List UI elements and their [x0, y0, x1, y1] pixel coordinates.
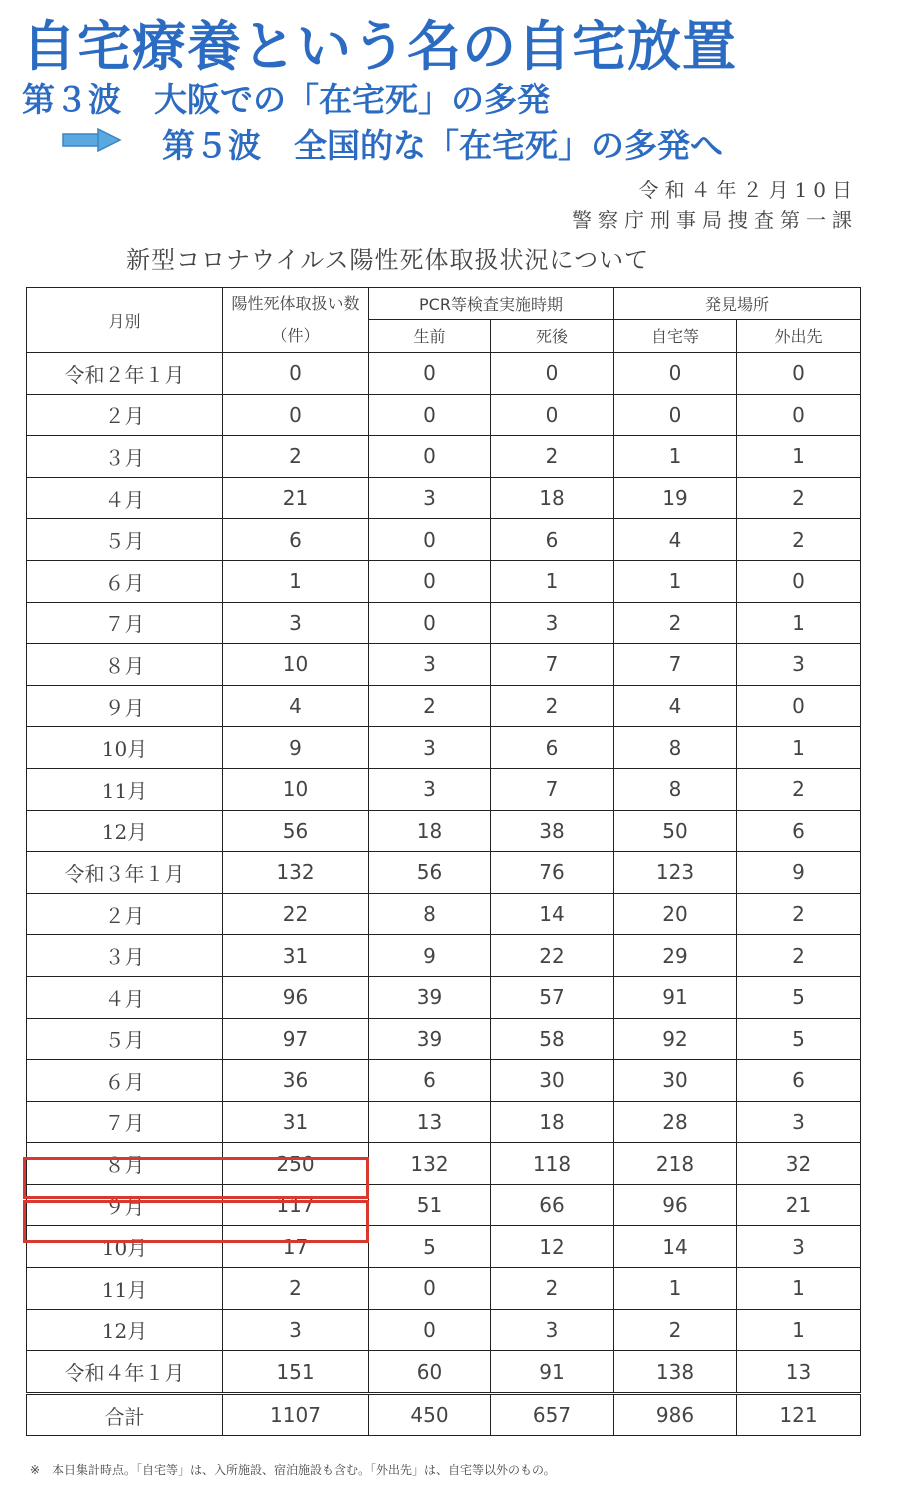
table-row — [27, 727, 861, 769]
cell-before: 13 — [369, 1101, 491, 1143]
cell-month: ７月 — [27, 1101, 223, 1143]
cell-home: 92 — [614, 1018, 737, 1060]
cell-after: 2 — [491, 1268, 614, 1310]
cell-outside: 2 — [737, 519, 861, 561]
cell-before: 132 — [369, 1143, 491, 1185]
cell-count: 250 — [223, 1143, 369, 1185]
cell-month: 12月 — [27, 1309, 223, 1351]
cell-count: 0 — [223, 394, 369, 436]
cell-home: 19 — [614, 477, 737, 519]
cell-before: 0 — [369, 560, 491, 602]
cell-month: 令和２年１月 — [27, 353, 223, 395]
cell-month: ５月 — [27, 1018, 223, 1060]
table-row — [27, 685, 861, 727]
cell-month: ３月 — [27, 436, 223, 478]
table-row — [27, 1101, 861, 1143]
cell-after: 1 — [491, 560, 614, 602]
cell-home: 1 — [614, 560, 737, 602]
table-row — [27, 893, 861, 935]
cell-home: 28 — [614, 1101, 737, 1143]
cell-month: ６月 — [27, 560, 223, 602]
cell-before: 8 — [369, 893, 491, 935]
cell-outside: 1 — [737, 436, 861, 478]
cell-month: ４月 — [27, 477, 223, 519]
cell-before: 9 — [369, 935, 491, 977]
cell-after: 0 — [491, 353, 614, 395]
cell-count: 56 — [223, 810, 369, 852]
cell-before: 39 — [369, 976, 491, 1018]
cell-month: 10月 — [27, 727, 223, 769]
cell-count: 17 — [223, 1226, 369, 1268]
cell-count: 97 — [223, 1018, 369, 1060]
cell-before: 60 — [369, 1351, 491, 1394]
cell-outside: 3 — [737, 644, 861, 686]
cell-month: ９月 — [27, 685, 223, 727]
cell-outside: 32 — [737, 1143, 861, 1185]
cell-count: 2 — [223, 1268, 369, 1310]
cell-home: 0 — [614, 353, 737, 395]
cell-after: 6 — [491, 519, 614, 561]
cell-outside: 5 — [737, 976, 861, 1018]
cell-before: 5 — [369, 1226, 491, 1268]
subtitle-fifth-wave: 第５波 全国的な「在宅死」の多発へ — [162, 126, 723, 165]
cell-month: 令和３年１月 — [27, 852, 223, 894]
header-place-group: 発見場所 — [614, 288, 861, 320]
cell-outside: 0 — [737, 353, 861, 395]
cell-before: 0 — [369, 394, 491, 436]
table-row — [27, 1268, 861, 1310]
cell-month: 10月 — [27, 1226, 223, 1268]
cell-after: 66 — [491, 1184, 614, 1226]
table-row — [27, 852, 861, 894]
cell-after: 6 — [491, 727, 614, 769]
cell-month: 合計 — [27, 1393, 223, 1436]
cell-before: 0 — [369, 1268, 491, 1310]
cell-home: 1 — [614, 436, 737, 478]
cell-before: 0 — [369, 602, 491, 644]
header-count: 陽性死体取扱い数（件） — [223, 288, 369, 353]
cell-count: 22 — [223, 893, 369, 935]
cell-outside: 5 — [737, 1018, 861, 1060]
cell-after: 7 — [491, 768, 614, 810]
header-pcr-group: PCR等検査実施時期 — [369, 288, 614, 320]
cell-after: 57 — [491, 976, 614, 1018]
cell-before: 56 — [369, 852, 491, 894]
cell-before: 3 — [369, 768, 491, 810]
cell-count: 10 — [223, 768, 369, 810]
cell-after: 3 — [491, 602, 614, 644]
cell-home: 2 — [614, 1309, 737, 1351]
table-row — [27, 644, 861, 686]
cell-home: 96 — [614, 1184, 737, 1226]
cell-before: 18 — [369, 810, 491, 852]
highlight-box-august — [23, 1157, 369, 1199]
main-title: 自宅療養という名の自宅放置 — [22, 15, 737, 78]
cell-after: 0 — [491, 394, 614, 436]
cell-month: ２月 — [27, 893, 223, 935]
cell-outside: 1 — [737, 1309, 861, 1351]
cell-after: 18 — [491, 477, 614, 519]
cell-home: 20 — [614, 893, 737, 935]
header-outside: 外出先 — [737, 319, 861, 352]
cell-count: 1107 — [223, 1393, 369, 1436]
cell-month: ８月 — [27, 1143, 223, 1185]
cell-before: 450 — [369, 1393, 491, 1436]
cell-month: 11月 — [27, 1268, 223, 1310]
cell-outside: 2 — [737, 768, 861, 810]
table-row — [27, 935, 861, 977]
cell-count: 151 — [223, 1351, 369, 1394]
table-row — [27, 1060, 861, 1102]
cell-count: 21 — [223, 477, 369, 519]
table-row — [27, 394, 861, 436]
cell-outside: 3 — [737, 1226, 861, 1268]
cell-count: 31 — [223, 935, 369, 977]
cell-month: 11月 — [27, 768, 223, 810]
table-row — [27, 519, 861, 561]
table-row — [27, 477, 861, 519]
table-row — [27, 436, 861, 478]
cell-outside: 6 — [737, 810, 861, 852]
cell-count: 3 — [223, 1309, 369, 1351]
header-before: 生前 — [369, 319, 491, 352]
document-date: 令和４年２月10日 — [638, 178, 858, 202]
cell-after: 657 — [491, 1393, 614, 1436]
cell-before: 6 — [369, 1060, 491, 1102]
cell-after: 7 — [491, 644, 614, 686]
cell-home: 0 — [614, 394, 737, 436]
cell-outside: 6 — [737, 1060, 861, 1102]
cell-home: 986 — [614, 1393, 737, 1436]
death-statistics-table — [26, 287, 861, 1436]
cell-home: 8 — [614, 727, 737, 769]
cell-before: 3 — [369, 477, 491, 519]
cell-outside: 0 — [737, 394, 861, 436]
cell-month: ６月 — [27, 1060, 223, 1102]
cell-outside: 1 — [737, 602, 861, 644]
cell-outside: 2 — [737, 935, 861, 977]
cell-before: 39 — [369, 1018, 491, 1060]
cell-count: 117 — [223, 1184, 369, 1226]
header-month: 月別 — [27, 288, 223, 353]
cell-before: 51 — [369, 1184, 491, 1226]
cell-before: 2 — [369, 685, 491, 727]
cell-home: 7 — [614, 644, 737, 686]
table-header-row — [27, 288, 861, 320]
cell-home: 4 — [614, 519, 737, 561]
table-row — [27, 602, 861, 644]
cell-count: 36 — [223, 1060, 369, 1102]
cell-outside: 121 — [737, 1393, 861, 1436]
cell-after: 38 — [491, 810, 614, 852]
cell-before: 0 — [369, 436, 491, 478]
cell-month: ７月 — [27, 602, 223, 644]
cell-after: 58 — [491, 1018, 614, 1060]
cell-count: 31 — [223, 1101, 369, 1143]
cell-home: 218 — [614, 1143, 737, 1185]
cell-after: 3 — [491, 1309, 614, 1351]
cell-month: ５月 — [27, 519, 223, 561]
cell-after: 14 — [491, 893, 614, 935]
cell-month: ３月 — [27, 935, 223, 977]
cell-after: 12 — [491, 1226, 614, 1268]
cell-month: ４月 — [27, 976, 223, 1018]
cell-month: ２月 — [27, 394, 223, 436]
right-arrow-icon — [62, 128, 122, 152]
table-total-row — [27, 1393, 861, 1436]
cell-count: 4 — [223, 685, 369, 727]
cell-outside: 0 — [737, 685, 861, 727]
cell-before: 0 — [369, 519, 491, 561]
cell-outside: 21 — [737, 1184, 861, 1226]
cell-home: 4 — [614, 685, 737, 727]
header-home: 自宅等 — [614, 319, 737, 352]
cell-outside: 3 — [737, 1101, 861, 1143]
highlight-box-september — [23, 1200, 369, 1243]
cell-home: 91 — [614, 976, 737, 1018]
table-row — [27, 768, 861, 810]
cell-home: 123 — [614, 852, 737, 894]
cell-after: 22 — [491, 935, 614, 977]
table-row — [27, 1018, 861, 1060]
cell-month: 令和４年１月 — [27, 1351, 223, 1394]
cell-count: 9 — [223, 727, 369, 769]
cell-month: ９月 — [27, 1184, 223, 1226]
cell-before: 0 — [369, 1309, 491, 1351]
header-after: 死後 — [491, 319, 614, 352]
cell-home: 1 — [614, 1268, 737, 1310]
cell-count: 1 — [223, 560, 369, 602]
cell-month: ８月 — [27, 644, 223, 686]
cell-outside: 2 — [737, 477, 861, 519]
document-department: 警察庁刑事局捜査第一課 — [572, 208, 858, 232]
cell-after: 118 — [491, 1143, 614, 1185]
cell-after: 2 — [491, 685, 614, 727]
table-row — [27, 560, 861, 602]
cell-before: 3 — [369, 644, 491, 686]
cell-outside: 1 — [737, 727, 861, 769]
cell-count: 10 — [223, 644, 369, 686]
cell-count: 3 — [223, 602, 369, 644]
table-row — [27, 810, 861, 852]
document-title: 新型コロナウイルス陽性死体取扱状況について — [126, 246, 650, 274]
cell-after: 2 — [491, 436, 614, 478]
cell-after: 30 — [491, 1060, 614, 1102]
cell-outside: 2 — [737, 893, 861, 935]
subtitle-third-wave: 第３波 大阪での「在宅死」の多発 — [22, 80, 550, 119]
table-row — [27, 976, 861, 1018]
cell-before: 0 — [369, 353, 491, 395]
table-row — [27, 1309, 861, 1351]
table-row — [27, 353, 861, 395]
cell-home: 2 — [614, 602, 737, 644]
cell-home: 50 — [614, 810, 737, 852]
cell-count: 96 — [223, 976, 369, 1018]
cell-outside: 13 — [737, 1351, 861, 1394]
cell-outside: 1 — [737, 1268, 861, 1310]
cell-home: 30 — [614, 1060, 737, 1102]
cell-after: 18 — [491, 1101, 614, 1143]
cell-after: 76 — [491, 852, 614, 894]
cell-after: 91 — [491, 1351, 614, 1394]
cell-home: 138 — [614, 1351, 737, 1394]
cell-count: 2 — [223, 436, 369, 478]
cell-count: 132 — [223, 852, 369, 894]
cell-outside: 9 — [737, 852, 861, 894]
cell-count: 0 — [223, 353, 369, 395]
cell-home: 8 — [614, 768, 737, 810]
cell-home: 14 — [614, 1226, 737, 1268]
cell-home: 29 — [614, 935, 737, 977]
footnote: ※ 本日集計時点。「自宅等」は、入所施設、宿泊施設も含む。「外出先」は、自宅等以外のもの。 — [30, 1463, 556, 1477]
cell-month: 12月 — [27, 810, 223, 852]
cell-before: 3 — [369, 727, 491, 769]
table-row — [27, 1351, 861, 1394]
cell-outside: 0 — [737, 560, 861, 602]
cell-count: 6 — [223, 519, 369, 561]
